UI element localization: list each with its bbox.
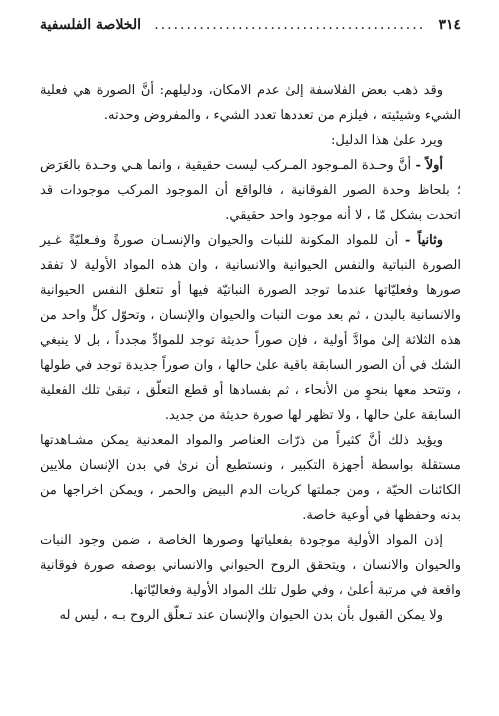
paragraph-text: وقد ذهب بعض الفلاسفة إلىٰ عدم الامكان، ودليلهم: أنَّ الصورة هي فعلية الشيء وشيئيته ، فيلزم من تعددها تعدد الشيء ، والمفروض وحدته. [40, 83, 461, 123]
paragraph-2 [40, 128, 461, 153]
running-title: الخلاصة الفلسفية [40, 17, 141, 33]
point-label-first: أولاً - [415, 158, 443, 173]
paragraph-1 [40, 78, 461, 128]
page-number: ٣١٤ [438, 17, 461, 33]
paragraph-text: ويرد علىٰ هذا الدليل: [331, 133, 443, 148]
paragraph-text: إذن المواد الأولية موجودة بفعلياتها وصورها الخاصة ، ضمن وجود النبات والحيوان والانسان ، ويتحقق الروح الحيواني والانساني بوصفه صورة فوقانية واقعة في مرتبة أعلىٰ ، وفي طول تلك المواد الأولية وفعاليّاتها. [40, 533, 461, 598]
header-leader-dots: .......................................... [154, 17, 426, 33]
paragraph-3-first-point [40, 153, 461, 228]
body-text [40, 78, 461, 628]
paragraph-4-second-point [40, 228, 461, 428]
paragraph-text: أن للمواد المكونة للنبات والحيوان والإنسـان صورةً وفـعليّةً غـير الصورة النباتية والنفس الحيوانية والانسانية ، وان هذه المواد الأولية لا تفقد صورها وفعليّاتها عندما توجد الصورة النباتيّة فيها أو تتعلق النفس الحيوانية والانسانية بالبدن ، ثم بعد موت النبات والحيوان والإنسان ، وتحوّل كلٍّ واحد من هذه الثلاثة إلىٰ موادَّ أولية ، فإن صوراً حديثة توجد للموادِّ مجدداً ، بل لا ينبغي الشك في أن الصور السابقة باقية علىٰ حالها ، وان صوراً جديدة توجد في طولها ، وتتحد معها بنحوٍ من الأنحاء ، ثم بفسادها أو قطع التعلّق ، تبقىٰ تلك الفعلية السابقة علىٰ حالها ، ولا تظهر لها صورة حديثة من جديد. [40, 233, 461, 423]
paragraph-6 [40, 528, 461, 603]
running-header [40, 14, 461, 38]
paragraph-text: ولا يمكن القبول بأن بدن الحيوان والإنسان عند تـعلّق الروح بـه ، ليس له [59, 608, 443, 623]
paragraph-7 [40, 603, 461, 628]
paragraph-5 [40, 428, 461, 528]
paragraph-text: أنَّ وحـدة المـوجود المـركب ليست حقيقية ، وانما هـي وحـدة بالعَرَض ؛ بلحاظ وحدة الصور الفوقانية ، فالواقع أن الموجود المركب موجودات قد اتحدت بشكل مّا ، لا أنه موجود واحد حقيقي. [40, 158, 461, 223]
point-label-second: وثانياً - [404, 233, 443, 248]
paragraph-text: ويؤيد ذلك أنَّ كثيراً من ذرّات العناصر والمواد المعدنية يمكن مشـاهدتها مستقلة بواسطة أجهزة التكبير ، ونستطيع أن نرىٰ في بدن الإنسان ملايين الكائنات الحيّة ، ومن جملتها كريات الدم البيض والحمر ، ويمكن اخراجها من بدنه وحفظها في أوعية خاصة. [40, 433, 461, 523]
